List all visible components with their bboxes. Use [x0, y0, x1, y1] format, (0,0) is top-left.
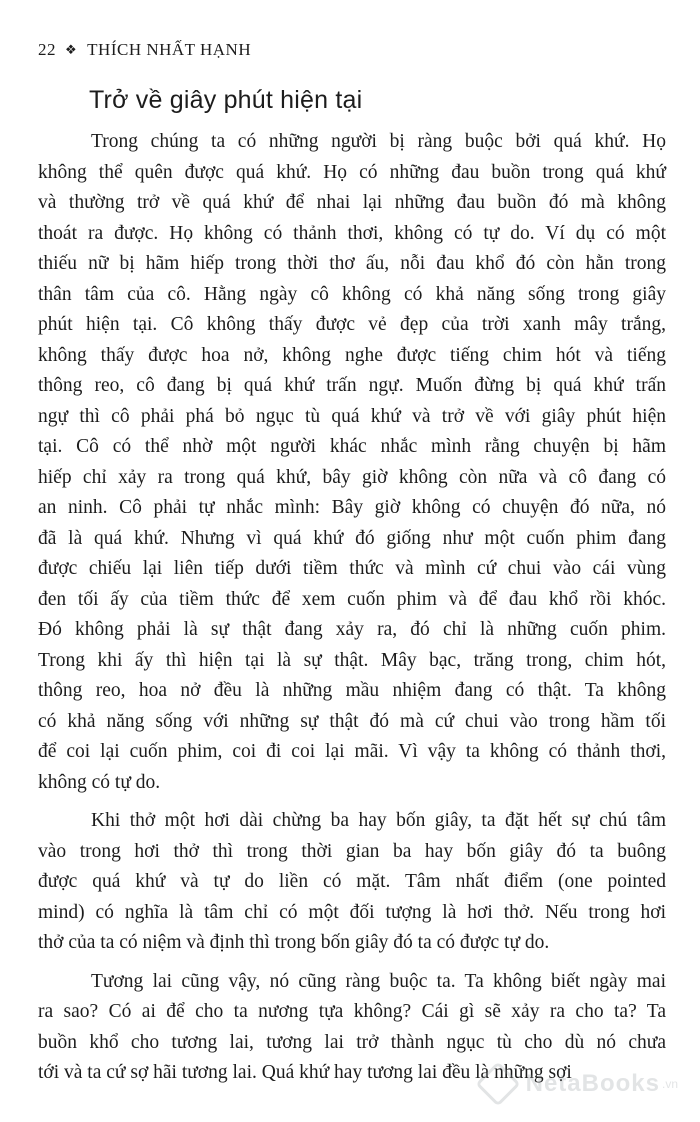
text-line: vào trong hơi thở thì trong thời gian ba hay bốn giây đó ta buông	[38, 840, 666, 862]
text-line: phút hiện tại. Cô không thấy được vẻ đẹp của trời xanh mây trắng,	[38, 314, 666, 335]
running-header	[38, 36, 666, 64]
text-line: thông reo, cô đang bị quá khứ trấn ngự. Muốn đừng bị quá khứ trấn	[38, 375, 666, 396]
text-line: thở của ta có niệm và định thì trong bốn giây đó ta có được tự do.	[38, 932, 550, 953]
page-number: 22	[38, 40, 56, 59]
text-line: không thể quên được quá khứ. Họ có những đau buồn trong quá khứ	[38, 161, 666, 183]
text-line: Khi thở một hơi dài chừng ba hay bốn giây, ta đặt hết sự chú tâm	[91, 810, 666, 831]
paragraph	[38, 806, 666, 959]
text-line: Trong chúng ta có những người bị ràng buộc bởi quá khứ. Họ	[91, 131, 666, 152]
text-line: thông reo, hoa nở đều là những mầu nhiệm đang có thật. Ta không	[38, 680, 666, 701]
watermark-text: NetaBooks	[525, 1070, 660, 1097]
paragraph	[38, 127, 666, 798]
text-line: ra sao? Có ai để cho ta nương tựa không? Cái gì sẽ xảy ra cho ta? Ta	[38, 1001, 666, 1022]
text-line: đen tối ấy của tiềm thức để xem cuốn phim và để đau khổ rồi khóc.	[38, 588, 666, 610]
text-line: và thường trở về quá khứ để nhai lại những đau buồn đó mà không	[38, 192, 666, 213]
text-line: ngự thì cô phải phá bỏ ngục tù quá khứ và trở về với giây phút hiện	[38, 405, 666, 427]
text-line: không có tự do.	[38, 771, 161, 793]
text-line: Tương lai cũng vậy, nó cũng ràng buộc ta. Ta không biết ngày mai	[91, 970, 666, 992]
text-line: để coi lại cuốn phim, coi đi coi lại mãi. Vì vậy ta không có thảnh thơi,	[38, 741, 666, 762]
text-line: mind) có nghĩa là tâm chỉ có một đối tượng là hơi thở. Nếu trong hơi	[38, 901, 666, 923]
running-title: THÍCH NHẤT HẠNH	[87, 40, 252, 59]
text-line: được quá khứ và tự do liền có mặt. Tâm nhất điểm (one pointed	[38, 871, 666, 892]
text-line: đã là quá khứ. Nhưng vì quá khứ đó giống như một cuốn phim đang	[38, 527, 666, 549]
text-line: buồn khổ cho tương lai, tương lai trở thành ngục tù cho dù nó chưa	[38, 1031, 666, 1053]
text-line: không thấy được hoa nở, không nghe được tiếng chim hót và tiếng	[38, 344, 666, 366]
text-line: Trong khi ấy thì hiện tại là sự thật. Mây bạc, trăng trong, chim hót,	[38, 649, 666, 671]
text-line: thân tâm của cô. Hằng ngày cô không có khả năng sống trong giây	[38, 283, 666, 305]
text-line: tại. Cô có thể nhờ một người khác nhắc mình rằng chuyện bị hãm	[38, 436, 666, 457]
text-line: thoát ra được. Họ không có thảnh thơi, không có tự do. Ví dụ có một	[38, 222, 666, 244]
text-line: thiếu nữ bị hãm hiếp trong thời thơ ấu, nỗi đau khổ đó còn hằn trong	[38, 253, 666, 274]
watermark-suffix: .vn	[661, 1077, 678, 1091]
text-line: có khả năng sống với những sự thật đó mà cứ chui vào trong hầm tối	[38, 710, 666, 732]
text-line: Đó không phải là sự thật đang xảy ra, đó chỉ là những cuốn phim.	[38, 619, 666, 640]
text-line: hiếp chỉ xảy ra trong quá khứ, bây giờ không còn nữa và cô đang có	[38, 466, 666, 488]
ornament-separator: ❖	[65, 42, 78, 57]
watermark	[482, 1068, 678, 1100]
text-line: được chiếu lại liên tiếp dưới tiềm thức và mình cứ chui vào cái vùng	[38, 558, 666, 579]
section-title: Trở về giây phút hiện tại	[89, 86, 363, 114]
text-line: an ninh. Cô phải tự nhắc mình: Bây giờ không có chuyện đó nữa, nó	[38, 497, 666, 518]
watermark-logo-icon	[475, 1061, 520, 1106]
body-text	[38, 127, 666, 1089]
text-line: tới và ta cứ sợ hãi tương lai. Quá khứ hay tương lai đều là những sợi	[38, 1062, 572, 1083]
